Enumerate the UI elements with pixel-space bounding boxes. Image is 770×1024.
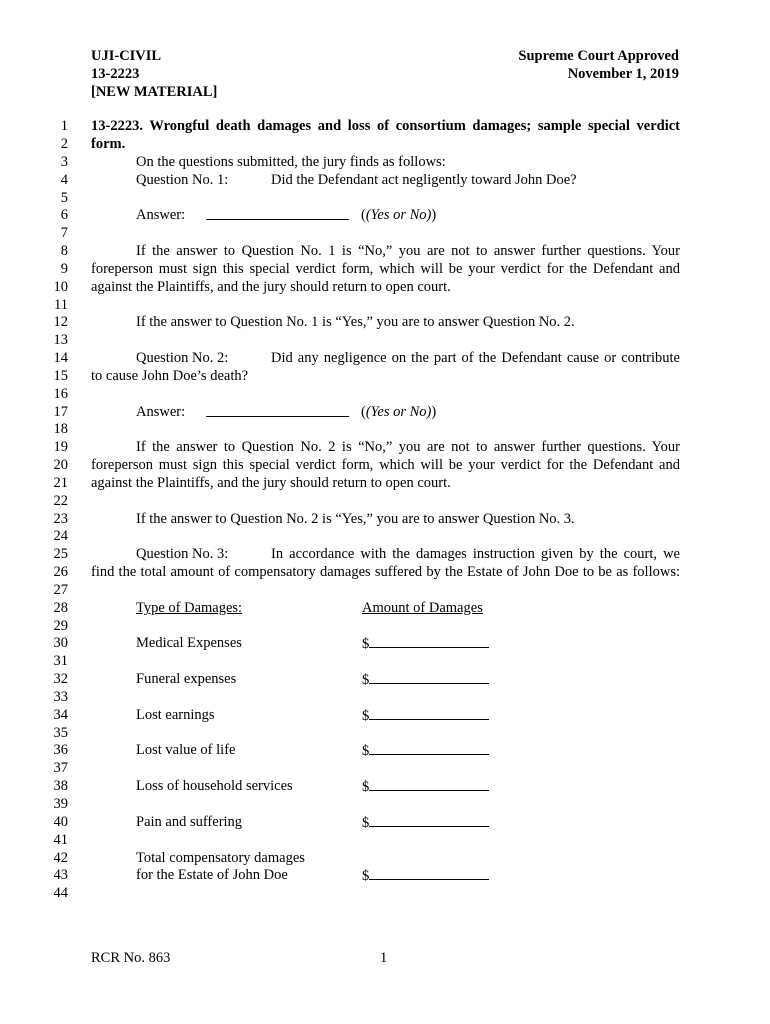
line-number: 2 [60, 136, 68, 152]
q1-answer-hint: ((Yes or No)) [361, 207, 437, 223]
line-number: 44 [53, 885, 68, 901]
damages-type-header: Type of Damages: [136, 600, 243, 616]
line-number: 6 [60, 207, 68, 223]
line-number: 15 [53, 368, 68, 384]
q2-no-line1: If the answer to Question No. 2 is “No,” you are not to answer further questions. Your [136, 439, 680, 455]
line-number: 25 [53, 546, 68, 562]
header-uji: UJI-CIVIL [91, 48, 162, 64]
line-number: 14 [53, 350, 68, 366]
amount-blank[interactable] [369, 742, 489, 755]
currency-symbol: $ [362, 779, 370, 795]
line-number: 41 [53, 832, 68, 848]
damage-amount-pain [362, 814, 489, 832]
currency-symbol: $ [362, 868, 370, 884]
line-number: 37 [53, 760, 68, 776]
amount-blank[interactable] [369, 635, 489, 648]
line-number: 26 [53, 564, 68, 580]
amount-blank[interactable] [369, 778, 489, 791]
amount-blank[interactable] [369, 671, 489, 684]
line-number: 28 [53, 600, 68, 616]
line-number: 27 [53, 582, 68, 598]
line-number: 29 [53, 618, 68, 634]
amount-blank[interactable] [369, 707, 489, 720]
q2-answer-hint: ((Yes or No)) [361, 404, 437, 420]
line-number: 33 [53, 689, 68, 705]
line-number: 40 [53, 814, 68, 830]
damage-amount-household [362, 778, 489, 796]
q2-answer-hint-text: (Yes or No) [365, 404, 432, 420]
page-number: 1 [380, 950, 388, 966]
amount-blank[interactable] [369, 867, 489, 880]
line-number: 16 [53, 386, 68, 402]
line-number: 30 [53, 635, 68, 651]
currency-symbol: $ [362, 743, 370, 759]
damage-amount-earnings [362, 707, 489, 725]
q1-answer-hint-text: (Yes or No) [365, 207, 432, 223]
q2-no-line3: against the Plaintiffs, and the jury should return to open court. [91, 475, 451, 491]
q2-text-line1: Did any negligence on the part of the Defendant cause or contribute [271, 350, 680, 366]
q2-answer-label: Answer: [136, 404, 186, 420]
damage-type-household: Loss of household services [136, 778, 293, 794]
q3-label: Question No. 3: [136, 546, 229, 562]
header-right [518, 47, 679, 83]
line-number: 39 [53, 796, 68, 812]
line-number: 4 [60, 172, 68, 188]
damage-type-pain: Pain and suffering [136, 814, 243, 830]
currency-symbol: $ [362, 815, 370, 831]
line-number: 9 [60, 261, 68, 277]
q1-no-line2: foreperson must sign this special verdict form, which will be your verdict for the Defendant and [91, 261, 680, 277]
amount-blank[interactable] [369, 814, 489, 827]
damage-type-earnings: Lost earnings [136, 707, 215, 723]
currency-symbol: $ [362, 708, 370, 724]
footer-rcr: RCR No. 863 [91, 950, 171, 966]
header-new-material: [NEW MATERIAL] [91, 84, 218, 100]
line-number: 12 [53, 314, 68, 330]
q2-no-line2: foreperson must sign this special verdict form, which will be your verdict for the Defendant and [91, 457, 680, 473]
damage-amount-total [362, 867, 489, 885]
line-number: 10 [53, 279, 68, 295]
line-number: 7 [60, 225, 68, 241]
header-number: 13-2223 [91, 66, 140, 82]
q1-label: Question No. 1: [136, 172, 229, 188]
intro-text: On the questions submitted, the jury finds as follows: [136, 154, 446, 170]
q1-yes-text: If the answer to Question No. 1 is “Yes,” you are to answer Question No. 2. [136, 314, 575, 330]
line-number: 36 [53, 742, 68, 758]
line-number: 31 [53, 653, 68, 669]
q1-answer-label: Answer: [136, 207, 186, 223]
damage-amount-life [362, 742, 489, 760]
line-number: 8 [60, 243, 68, 259]
line-number: 18 [53, 421, 68, 437]
line-number: 35 [53, 725, 68, 741]
line-number: 19 [53, 439, 68, 455]
header-approved: Supreme Court Approved [518, 48, 679, 64]
header-date: November 1, 2019 [567, 66, 679, 82]
section-title-line1: 13-2223. Wrongful death damages and loss of consortium damages; sample special verdict [91, 118, 680, 134]
line-number: 34 [53, 707, 68, 723]
q3-text-line1: In accordance with the damages instruction given by the court, we [271, 546, 680, 562]
line-number: 21 [53, 475, 68, 491]
damage-type-medical: Medical Expenses [136, 635, 242, 651]
line-number: 1 [60, 118, 68, 134]
currency-symbol: $ [362, 636, 370, 652]
damages-amount-header: Amount of Damages [362, 600, 483, 616]
line-number: 11 [54, 297, 68, 313]
q1-text: Did the Defendant act negligently toward John Doe? [271, 172, 577, 188]
line-number: 32 [53, 671, 68, 687]
damage-total-line1: Total compensatory damages [136, 850, 305, 866]
q1-answer-blank[interactable] [206, 207, 349, 220]
damage-type-life: Lost value of life [136, 742, 236, 758]
q2-yes-text: If the answer to Question No. 2 is “Yes,” you are to answer Question No. 3. [136, 511, 575, 527]
q1-no-line3: against the Plaintiffs, and the jury should return to open court. [91, 279, 451, 295]
section-title-line2: form. [91, 136, 126, 152]
line-number: 22 [53, 493, 68, 509]
line-number: 24 [53, 528, 68, 544]
currency-symbol: $ [362, 672, 370, 688]
line-number: 5 [60, 190, 68, 206]
line-number: 42 [53, 850, 68, 866]
line-number: 38 [53, 778, 68, 794]
header-left [91, 47, 217, 101]
line-number: 20 [53, 457, 68, 473]
q3-text-line2: find the total amount of compensatory damages suffered by the Estate of John Doe to be as follows: [91, 564, 680, 580]
q2-text-line2: to cause John Doe’s death? [91, 368, 249, 384]
damage-amount-funeral [362, 671, 489, 689]
line-number: 13 [53, 332, 68, 348]
q2-label: Question No. 2: [136, 350, 229, 366]
q2-answer-blank[interactable] [206, 404, 349, 417]
q1-no-line1: If the answer to Question No. 1 is “No,” you are not to answer further questions. Your [136, 243, 680, 259]
line-number: 3 [60, 154, 68, 170]
line-number: 17 [53, 404, 68, 420]
damage-total-line2: for the Estate of John Doe [136, 867, 288, 883]
line-number: 23 [53, 511, 68, 527]
line-number: 43 [53, 867, 68, 883]
damage-amount-medical [362, 635, 489, 653]
damage-type-funeral: Funeral expenses [136, 671, 237, 687]
